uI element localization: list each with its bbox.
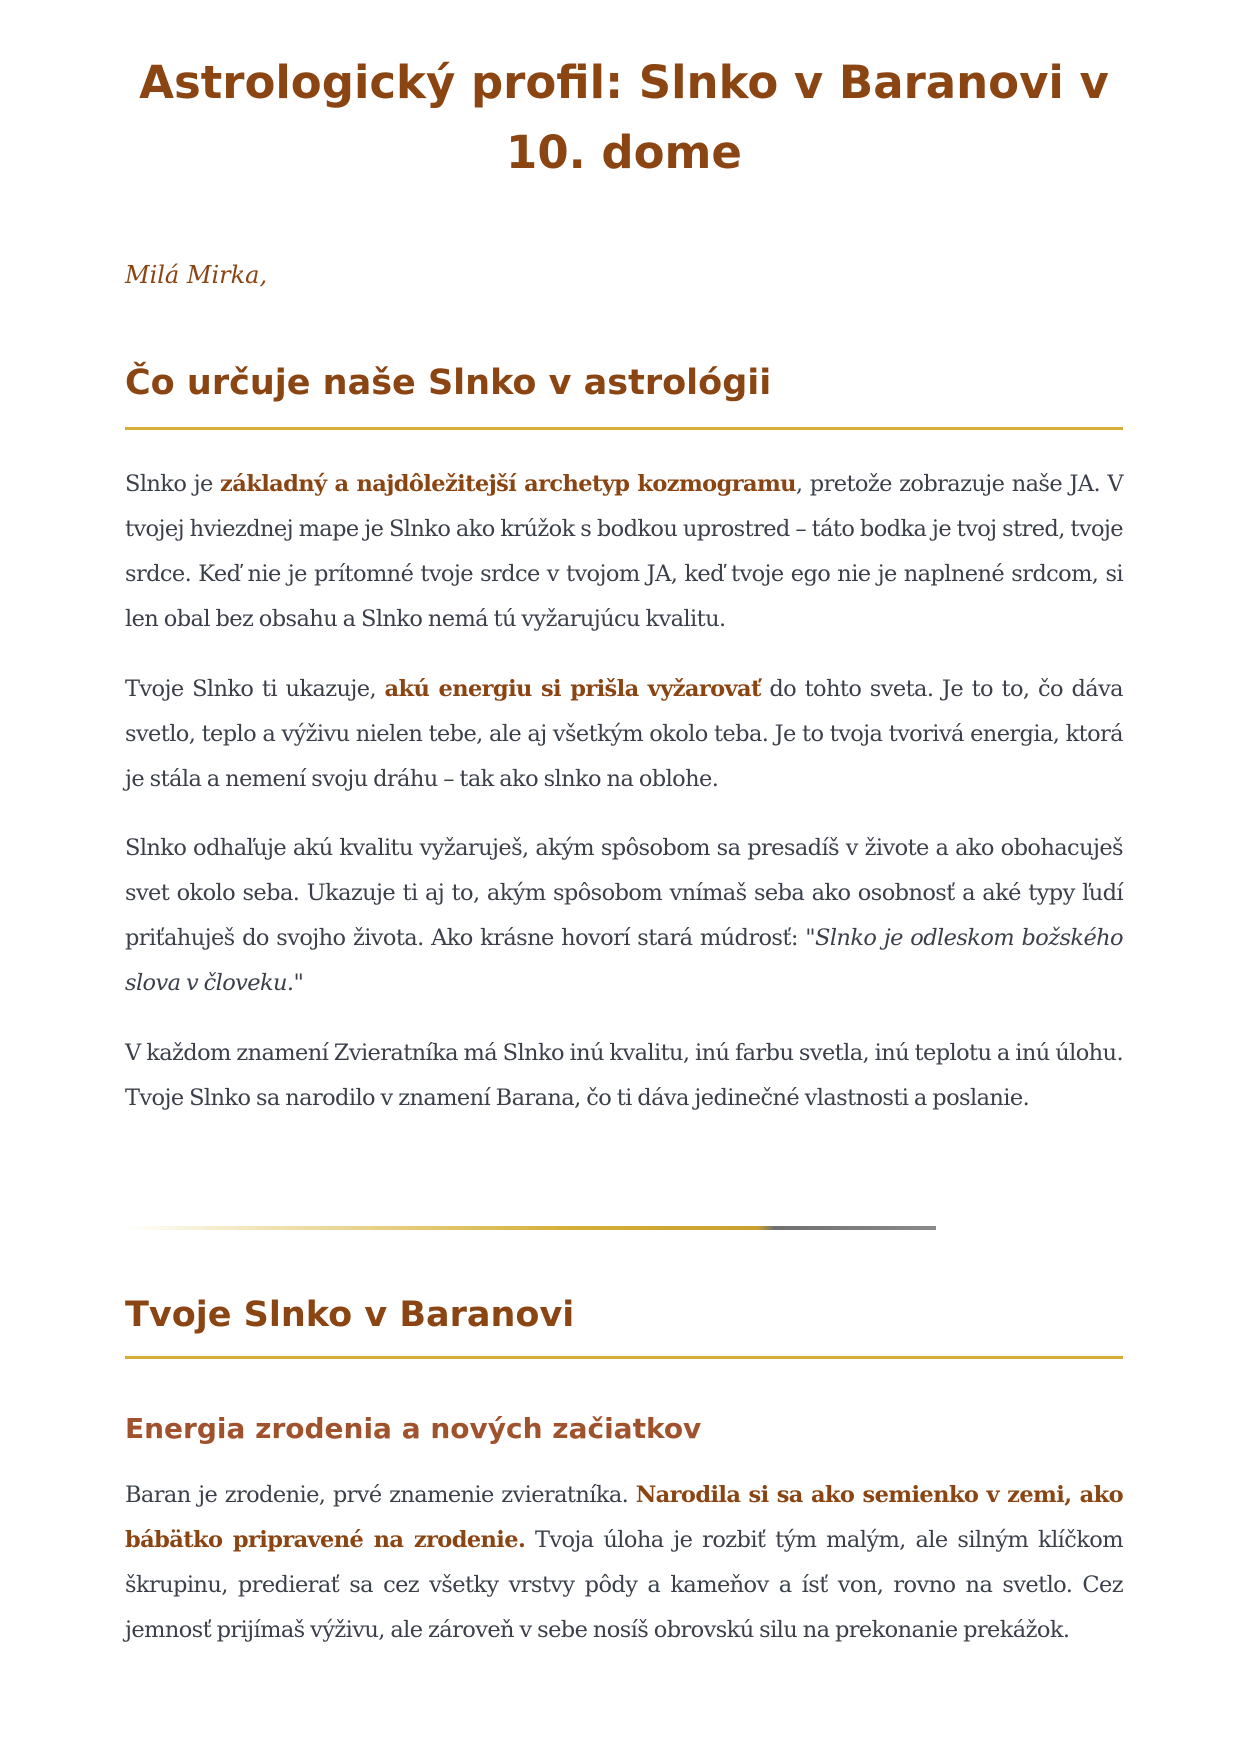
paragraph-aries-birth (125, 1473, 1123, 1653)
paragraph-sun-energy (125, 667, 1123, 802)
heading-underline (125, 1356, 1123, 1359)
text-run: Baran je zrodenie, prvé znamenie zvieratníka. (125, 1482, 636, 1508)
heading-underline (125, 427, 1123, 430)
subheading-birth-energy: Energia zrodenia a nových začiatkov (125, 1412, 702, 1445)
text-run: do tohto sveta. Je to to, čo dáva svetlo, teplo a výživu nielen tebe, ale aj všetkým okolo teba. Je to tvoja tvorivá energia, ktorá je stála a nemení svoju dráhu – tak ako slnko na oblohe. (125, 676, 1124, 792)
text-run: Tvoje Slnko ti ukazuje, (125, 676, 385, 702)
paragraph-sun-quality (125, 826, 1123, 1006)
text-run: Slnko odhaľuje akú kvalitu vyžaruješ, akým spôsobom sa presadíš v živote a ako obohacuješ svet okolo seba. Ukazuje ti aj to, akým spôsobom vnímaš seba ako osobnosť a aké typy ľudí priťahuješ do svojho života. Ako krásne hovorí stará múdrosť: (125, 835, 1123, 951)
paragraph-sun-archetype (125, 462, 1123, 642)
highlight-text: základný a najdôležitejší archetyp kozmogramu (220, 471, 796, 497)
text-run: , pretože zobrazuje naše JA. V tvojej hviezdnej mape je Slnko ako krúžok s bodkou uprostred – táto bodka je tvoj stred, tvoje srdce. Keď nie je prítomné tvoje srdce v tvojom JA, keď tvoje ego nie je naplnené srdcom, si len obal bez obsahu a Slnko nemá tú vyžarujúcu kvalitu. (125, 471, 1123, 632)
highlight-text: Narodila si sa ako semienko v zemi, ako bábätko pripravené na zrodenie. (125, 1482, 1123, 1553)
highlight-text: akú energiu si prišla vyžarovať (384, 676, 761, 702)
section-heading-sun-in-aries: Tvoje Slnko v Baranovi (125, 1295, 575, 1335)
text-run: Tvoja úloha je rozbiť tým malým, ale silným klíčkom škrupinu, predierať sa cez všetky vrstvy pôdy a kameňov a ísť von, rovno na svetlo. Cez jemnosť prijímaš výživu, ale zároveň v sebe nosíš obrovskú silu na prekonanie prekážok. (125, 1527, 1123, 1643)
section-heading-sun-meaning: Čo určuje naše Slnko v astrológii (125, 363, 772, 403)
section-divider (125, 1226, 936, 1230)
paragraph-zodiac-signs: V každom znamení Zvieratníka má Slnko inú kvalitu, inú farbu svetla, inú teplotu a inú úlohu. Tvoje Slnko sa narodilo v znamení Barana, čo ti dáva jedinečné vlastnosti a poslanie. (125, 1040, 1123, 1111)
page-title: Astrologický profil: Slnko v Baranovi v 10. dome (139, 56, 1109, 179)
quote-text: "Slnko je odleskom božského slova v človeku." (125, 925, 1123, 996)
text-run: Slnko je (125, 471, 221, 497)
greeting: Milá Mirka, (125, 261, 268, 289)
